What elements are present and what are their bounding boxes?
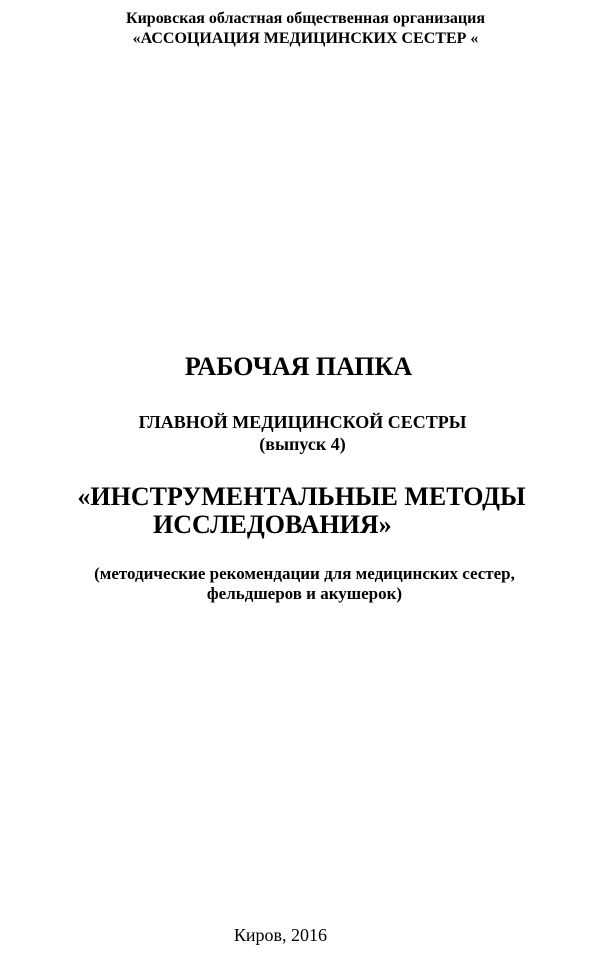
document-title: РАБОЧАЯ ПАПКА [184, 352, 413, 381]
document-note-line1: (методические рекомендации для медицинских сестер, [94, 564, 515, 583]
organization-name-line2: «АССОЦИАЦИЯ МЕДИЦИНСКИХ СЕСТЕР « [132, 30, 479, 47]
document-theme-line1: «ИНСТРУМЕНТАЛЬНЫЕ МЕТОДЫ [77, 482, 526, 511]
document-subtitle-line1: ГЛАВНОЙ МЕДИЦИНСКОЙ СЕСТРЫ [138, 412, 467, 432]
document-theme-line2: ИССЛЕДОВАНИЯ» [153, 510, 392, 539]
document-note-line2: фельдшеров и акушерок) [206, 584, 403, 603]
organization-name-line1: Кировская областная общественная организация [125, 10, 486, 27]
issue-number: (выпуск 4) [259, 434, 346, 454]
place-and-year: Киров, 2016 [233, 925, 328, 945]
